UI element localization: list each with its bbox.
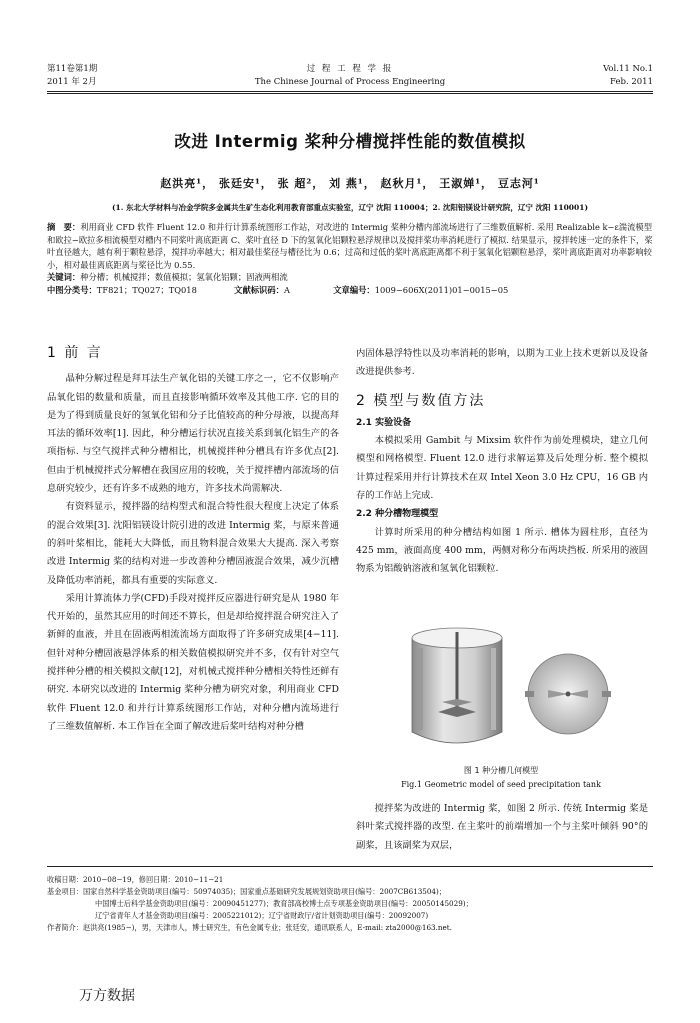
- header-rule: [47, 91, 653, 92]
- doc-code-label: 文献标识码：: [234, 284, 284, 295]
- header-rule-2: [47, 93, 653, 94]
- subsection-2-2: 2.2 种分槽物理模型: [356, 509, 439, 520]
- left-column: [47, 344, 339, 736]
- figure-1-caption: [356, 764, 646, 792]
- affiliation: (1. 东北大学材料与冶金学院多金属共生矿生态化利用教育部重点实验室，辽宁 沈阳 110004；2. 沈阳铝镁设计研究院，辽宁 沈阳 110001): [111, 203, 589, 212]
- vol-en: Vol.11 No.1: [603, 64, 653, 74]
- section-1-heading: 1 前 言: [47, 345, 103, 361]
- author-list: 赵洪亮¹， 张廷安¹， 张 超²， 刘 燕¹， 赵秋月¹， 王淑婵¹， 豆志河¹: [160, 177, 540, 190]
- footnote-rule: [47, 866, 653, 867]
- abstract-block: [47, 221, 653, 297]
- issue-volume: 第11卷第1期: [47, 64, 98, 74]
- author-bio: 作者简介：赵洪亮(1985−)，男，天津市人，博士研究生，有色金属专业；张廷安，通讯联系人，E-mail: zta2000@163.net.: [47, 923, 452, 932]
- right-column: [356, 345, 648, 579]
- right-column-continued: [356, 800, 648, 855]
- paragraph: 内固体悬浮特性以及功率消耗的影响，以期为工业上技术更新以及设备改进提供参考.: [356, 348, 648, 378]
- received-date: 收稿日期：2010−08−19，修回日期：2010−11−21: [47, 875, 224, 884]
- paragraph: 采用计算流体力学(CFD)手段对搅拌反应器进行研究是从 1980 年代开始的，虽然其应用的时间还不算长，但是却给搅拌混合研究注入了新鲜的血液，并且在固液两相流流场方面取得了许多研究成果[4−11]. 但针对种分槽固液悬浮体系的相关数值模拟研究并不多，仅有针对空气搅拌种分槽的相关模拟文献[12]，对机械式搅拌种分槽相关特性还鲜有研究. 本研究以改进的 Intermig 桨种分槽为研究对象，利用商业 CFD 软件 Fluent 12.0 和并行计算系统图形工作站，对种分槽内流场进行了三维数值解析. 本工作旨在全面了解改进后桨叶结构对种分槽: [47, 592, 339, 732]
- paper-title: 改进 Intermig 桨种分槽搅拌性能的数值模拟: [174, 132, 526, 151]
- paragraph: 搅拌桨为改进的 Intermig 桨，如图 2 所示. 传统 Intermig 桨是斜叶桨式搅拌器的改型. 在主桨叶的前端增加一个与主桨叶倾斜 90°的副桨，且该副桨为双层，: [356, 803, 648, 851]
- figure-1-tank-model: [398, 620, 612, 760]
- article-no: 1009−606X(2011)01−0015−05: [374, 284, 509, 295]
- paragraph: 本模拟采用 Gambit 与 Mixsim 软件作为前处理模块，建立几何模型和网格模型. Fluent 12.0 进行求解运算及后处理分析. 整个模拟计算过程采用并行计算技术在双 Intel Xeon 3.0 Hz CPU，16 GB 内存的工作站上完成.: [356, 435, 648, 502]
- clc-number: TF821；TQ027；TQ018: [96, 284, 197, 295]
- paragraph: 晶种分解过程是拜耳法生产氧化铝的关键工序之一，它不仅影响产品氧化铝的数量和质量，而且直接影响循环效率及其他工序. 它的目的是为了得到质量良好的氢氧化铝和分子比值较高的种分母液，以提高拜耳法的循环效率[1]. 因此，种分槽运行状况直接关系到氧化铝生产的各项指标. 与空气搅拌式种分槽相比，机械搅拌种分槽具有许多优点[2]. 但由于机械搅拌式分解槽在我国应用的较晚，关于搅拌槽内部流场的信息研究较少，还有许多不成熟的地方，许多技术尚需解决.: [47, 373, 339, 495]
- section-2-heading: 2 模型与数值方法: [356, 392, 486, 409]
- abstract-label: 摘 要：: [47, 222, 81, 232]
- doc-code: A: [283, 284, 290, 295]
- wanfang-watermark: 万方数据: [79, 988, 135, 1004]
- footnotes: [47, 874, 653, 934]
- paragraph: 有资料显示，搅拌器的结构型式和混合特性很大程度上决定了体系的混合效果[3]. 沈阳铝镁设计院引进的改进 Intermig 桨，与原来普通的斜叶桨相比，能耗大大降低，而且物料混合效果大大提高. 深入考察改进 Intermig 桨的结构对进一步改善种分槽固液混合效果，减少沉槽及降低功率消耗，都具有重要的实际意义.: [47, 501, 339, 586]
- fund-line-2: 中国博士后科学基金资助项目(编号：20090451277)；教育部高校博士点专项基金资助项目(编号：20050145029)；: [95, 899, 473, 908]
- tank-illustration: [398, 620, 612, 760]
- keywords: 种分槽；机械搅拌；数值模拟；氢氧化铝颗；固液两相流: [80, 272, 288, 283]
- fund-line-3: 辽宁省青年人才基金资助项目(编号：2005221012)；辽宁省财政厅/省计划资助项目(编号：20092007): [95, 911, 429, 920]
- date-en: Feb. 2011: [610, 77, 653, 87]
- figure-1-caption-en: Fig.1 Geometric model of seed precipitation tank: [401, 780, 601, 789]
- clc-label: 中图分类号：: [47, 284, 97, 295]
- journal-title-cn: 过 程 工 程 学 报: [306, 64, 394, 74]
- fund-line-1: 基金项目：国家自然科学基金资助项目(编号：50974035)；国家重点基础研究发展规划资助项目(编号：2007CB613504)；: [47, 887, 447, 896]
- journal-title-en: The Chinese Journal of Process Engineering: [254, 77, 446, 87]
- paragraph: 计算时所采用的种分槽结构如图 1 所示. 槽体为圆柱形，直径为 425 mm，液面高度 400 mm，两侧对称分布两块挡板. 所采用的液固物系为铝酸钠溶液和氢氧化铝颗粒.: [356, 526, 648, 575]
- article-no-label: 文章编号：: [333, 284, 375, 295]
- keywords-label: 关键词：: [47, 272, 81, 283]
- issue-date: 2011 年 2月: [47, 77, 97, 87]
- subsection-2-1: 2.1 实验设备: [356, 417, 412, 428]
- abstract-text: 利用商业 CFD 软件 Fluent 12.0 和并行计算系统图形工作站，对改进的 Intermig 桨种分槽内部流场进行了三维数值解析. 采用 Realizable k−ε湍流模型和欧拉−欧拉多相流模型对槽内不同桨叶离底距离 C、桨叶直径 D 下的氢氧化铝颗粒悬浮规律以及搅拌桨功率消耗进行了模拟. 结果显示，搅拌转速一定的条件下，桨叶直径越大，越有利于颗粒悬浮，搅拌功率越大；相对最佳桨径与槽径比为 0.6；过高和过低的桨叶离底距离都不利于氢氧化铝颗粒悬浮，桨叶离底距离对功率影响较小，相对最佳离底距离与桨径比为 0.55.: [47, 222, 653, 270]
- figure-1-caption-cn: 图 1 种分槽几何模型: [463, 766, 539, 775]
